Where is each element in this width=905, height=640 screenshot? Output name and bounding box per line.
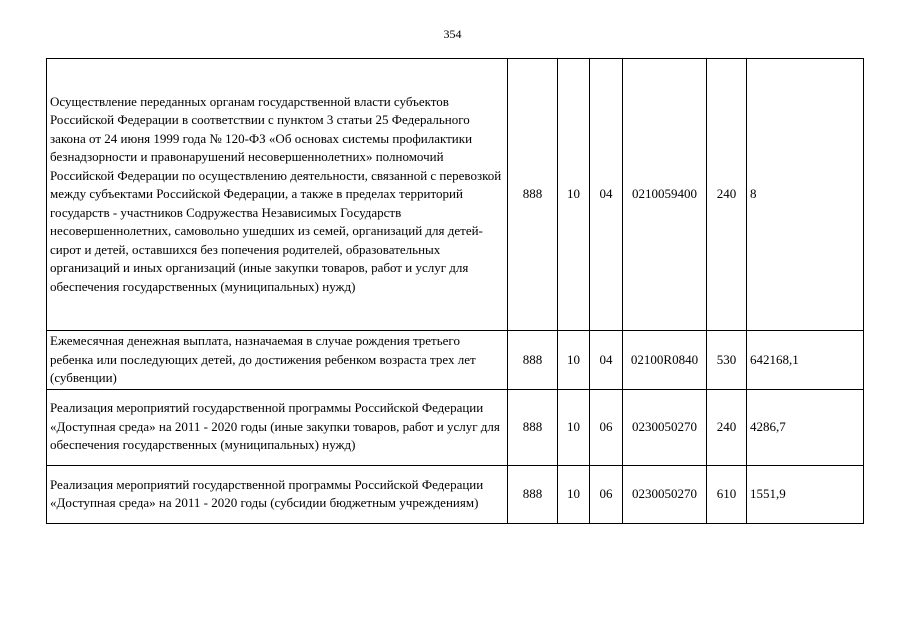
row-description: Реализация мероприятий государственной программы Российской Федерации «Доступная среда» на 2011 - 2020 годы (субсидии бюджетным учреждениям) [47, 465, 508, 523]
table-row [47, 59, 864, 331]
target-article-code: 0230050270 [623, 389, 707, 465]
ministry-code: 888 [508, 331, 558, 390]
target-article-code: 0210059400 [623, 59, 707, 331]
row-description: Реализация мероприятий государственной программы Российской Федерации «Доступная среда» на 2011 - 2020 годы (иные закупки товаров, работ и услуг для обеспечения государственных (муниципальных) нужд) [47, 389, 508, 465]
table-row [47, 465, 864, 523]
page-number: 354 [443, 27, 462, 41]
expense-type-code: 240 [707, 389, 747, 465]
section-code: 10 [558, 389, 590, 465]
budget-table [46, 58, 864, 524]
subsection-code: 06 [590, 389, 623, 465]
table-row [47, 389, 864, 465]
ministry-code: 888 [508, 465, 558, 523]
section-code: 10 [558, 331, 590, 390]
subsection-code: 04 [590, 331, 623, 390]
subsection-code: 04 [590, 59, 623, 331]
expense-type-code: 530 [707, 331, 747, 390]
subsection-code: 06 [590, 465, 623, 523]
ministry-code: 888 [508, 59, 558, 331]
amount-value: 642168,1 [747, 331, 864, 390]
amount-value: 8 [747, 59, 864, 331]
section-code: 10 [558, 59, 590, 331]
amount-value: 1551,9 [747, 465, 864, 523]
amount-value: 4286,7 [747, 389, 864, 465]
target-article-code: 0230050270 [623, 465, 707, 523]
section-code: 10 [558, 465, 590, 523]
ministry-code: 888 [508, 389, 558, 465]
row-description: Ежемесячная денежная выплата, назначаемая в случае рождения третьего ребенка или последующих детей, до достижения ребенком возраста трех лет (субвенции) [47, 331, 508, 390]
row-description: Осуществление переданных органам государственной власти субъектов Российской Федерации в соответствии с пунктом 3 статьи 25 Федерального закона от 24 июня 1999 года № 120-ФЗ «Об основах системы профилактики безнадзорности и правонарушений несовершеннолетних» полномочий Российской Федерации по осуществлению деятельности, связанной с перевозкой между субъектами Российской Федерации, а также в пределах территорий государств - участников Содружества Независимых Государств несовершеннолетних, самовольно ушедших из семей, организаций для детей-сирот и детей, оставшихся без попечения родителей, образовательных организаций и иных организаций (иные закупки товаров, работ и услуг для обеспечения государственных (муниципальных) нужд) [47, 59, 508, 331]
expense-type-code: 610 [707, 465, 747, 523]
expense-type-code: 240 [707, 59, 747, 331]
target-article-code: 02100R0840 [623, 331, 707, 390]
table-row [47, 331, 864, 390]
